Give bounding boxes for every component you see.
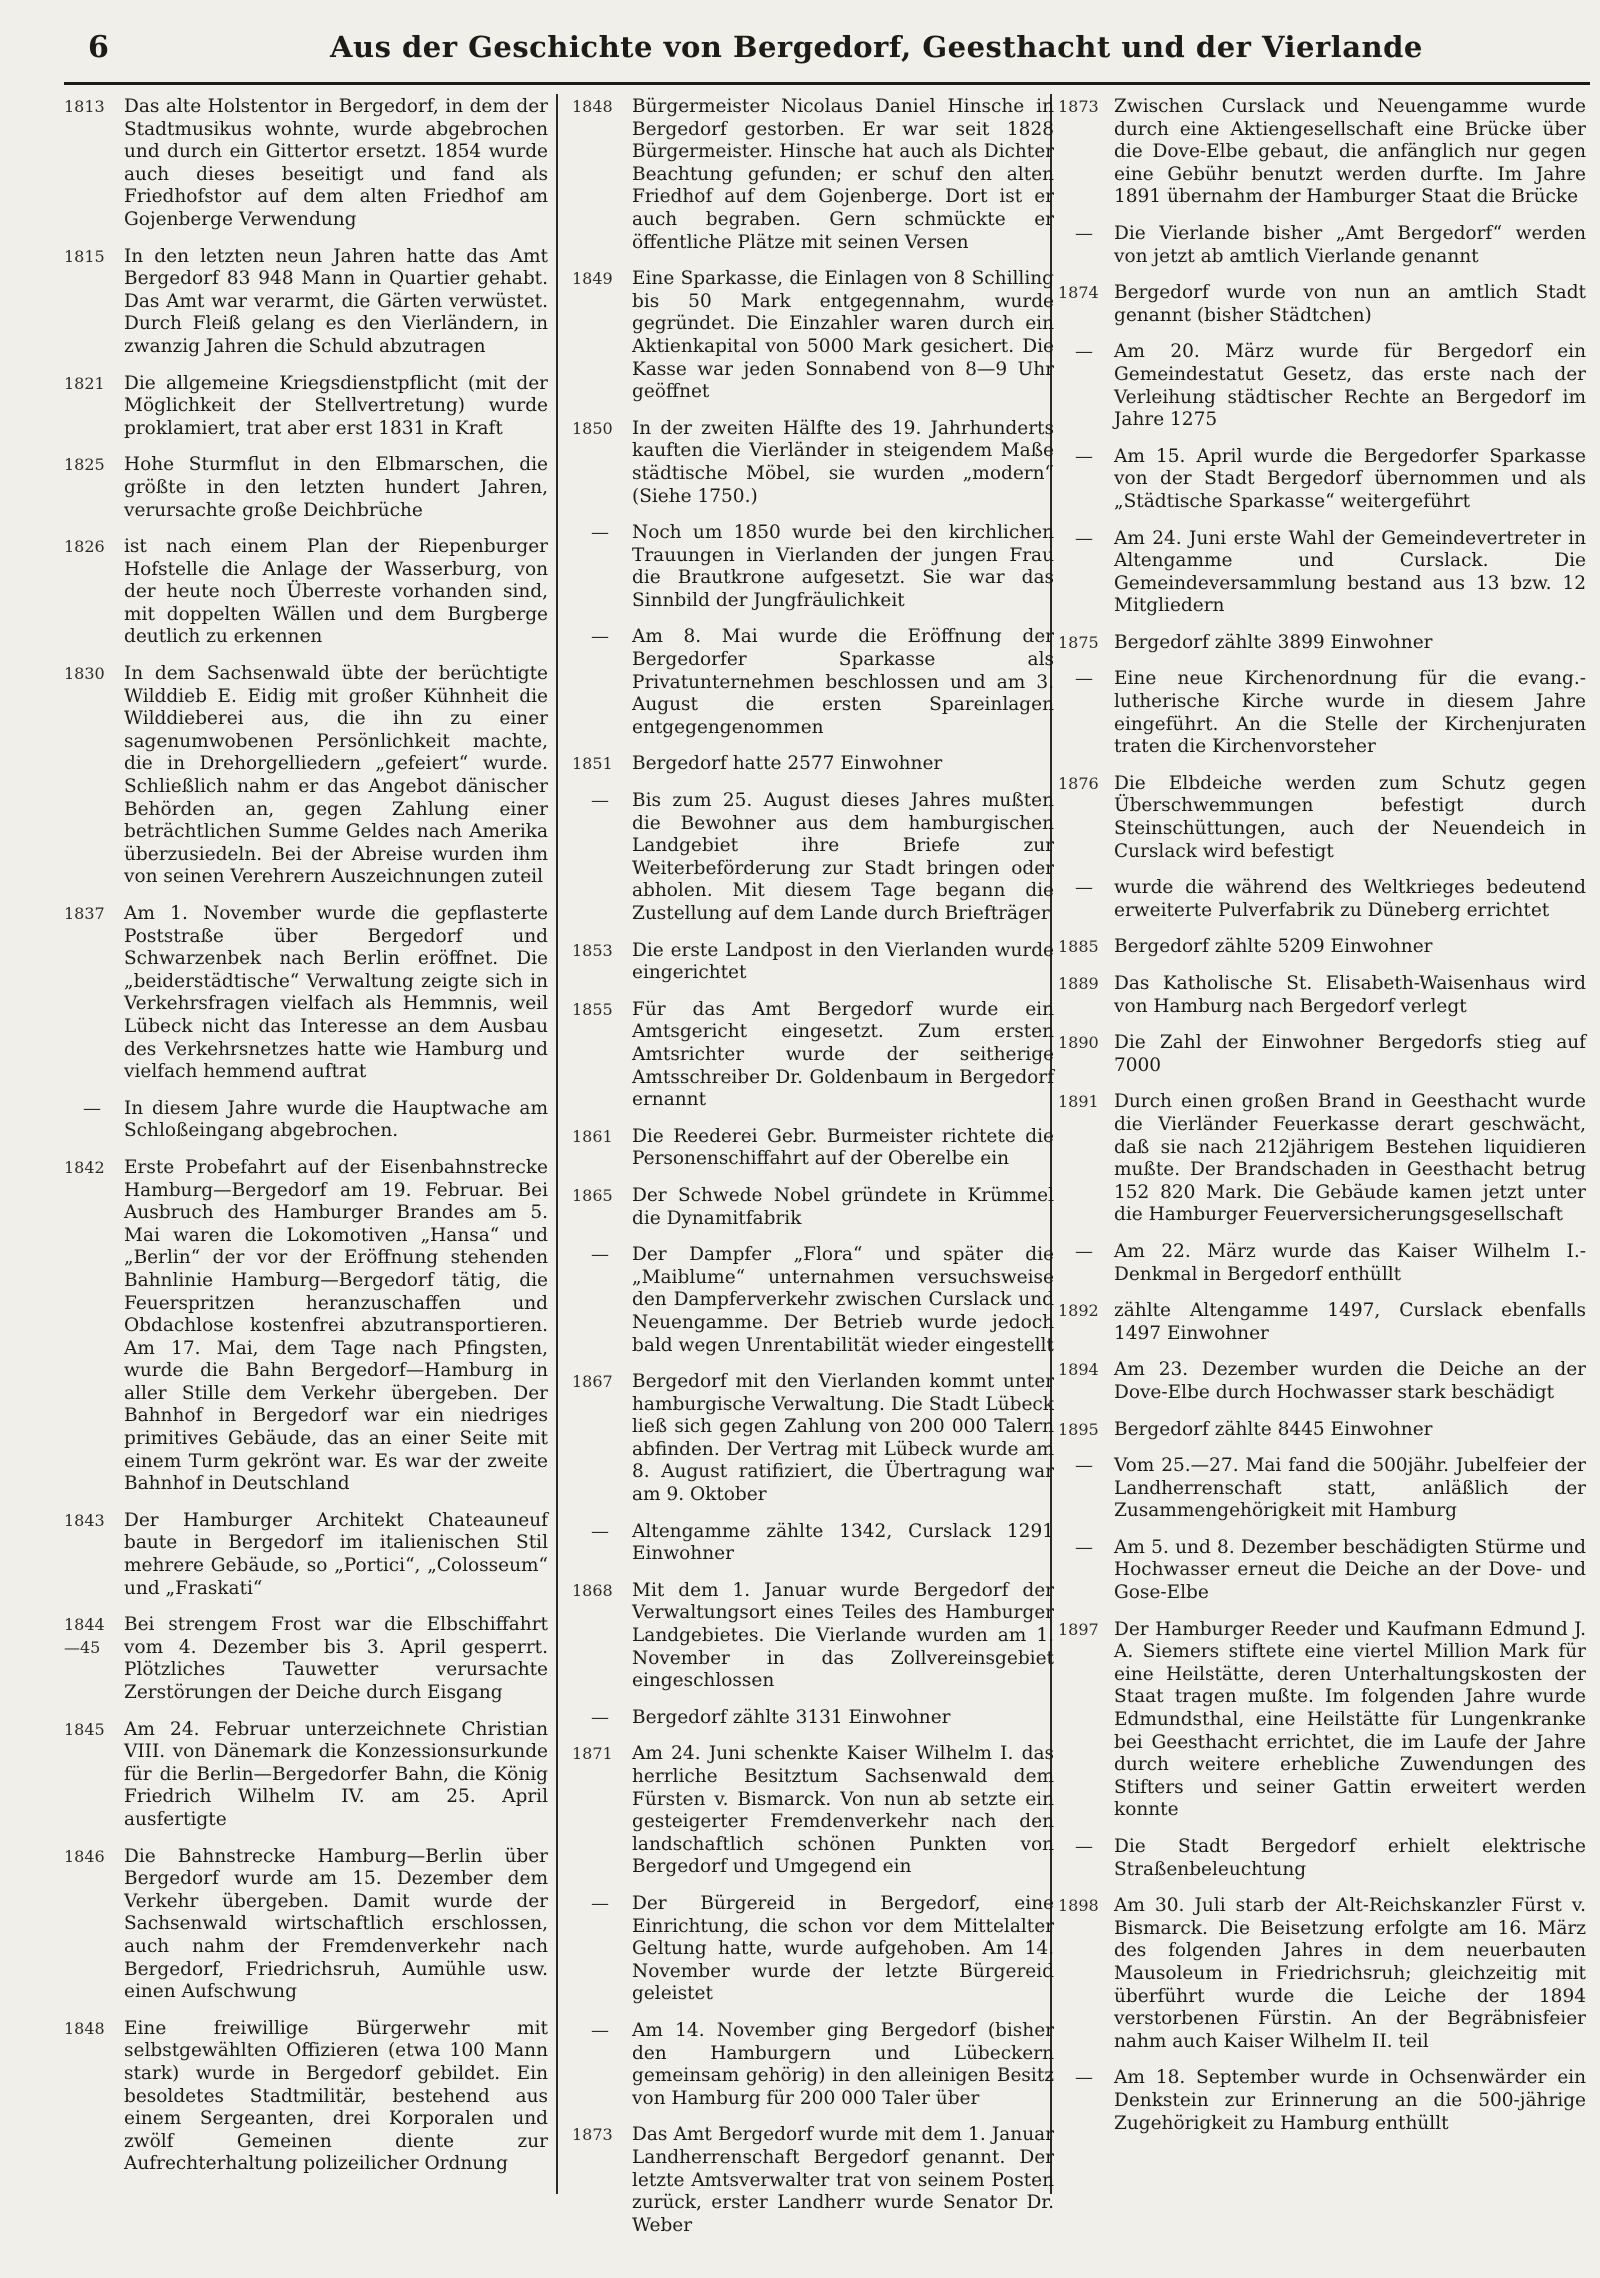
chronicle-entry [572,418,1054,508]
entry-text: Für das Amt Bergedorf wurde ein Amtsgericht eingesetzt. Zum ersten Amtsrichter wurde der seitherige Amtsschreiber Dr. Goldenbaum in Bergedorf ernannt [632,998,1054,1111]
entry-year: — [1075,668,1093,690]
entry-year: 1861 [572,1126,613,1146]
entry-text: Am 14. November ging Bergedorf (bisher den Hamburgern und Lübeckern gemeinsam gehörig) in den alleinigen Besitz von Hamburg für 200 000 Taler über [632,2019,1054,2109]
entry-year: 1875 [1058,632,1099,652]
entry-year: 1853 [572,940,613,960]
chronicle-entry [1058,528,1586,618]
chronicle-entry [572,522,1054,612]
chronicle-entry [64,96,548,232]
chronicle-entry [1058,1455,1586,1523]
entry-year: — [1075,527,1093,549]
entry-text: Die allgemeine Kriegsdienstpflicht (mit der Möglichkeit der Stellvertretung) wurde proklamiert, trat aber erst 1831 in Kraft [124,372,548,439]
entry-year: — [1075,1836,1093,1857]
entry-text: ist nach einem Plan der Riepenburger Hofstelle die Anlage der Wasserburg, von der heute noch Überreste vorhanden sind, mit doppelten Wällen und dem Burgberge deutlich zu erkennen [124,536,548,648]
chronicle-entry [572,1893,1054,2006]
entry-text: Am 30. Juli starb der Alt-Reichskanzler Fürst v. Bismarck. Die Beisetzung erfolgte am 16. März des folgenden Jahres in dem neuerbauten Mausoleum in Friedrichsruh; gleichzeitig mit überführt wurde die Leiche der 1894 verstorbenen Fürstin. An der Begräbnisfeier nahm auch Kaiser Wilhelm II. teil [1114,1895,1586,2052]
chronicle-entry [1058,341,1586,431]
entry-text: Eine freiwillige Bürgerwehr mit selbstgewählten Offizieren (etwa 100 Mann stark) wurde in Bergedorf gebildet. Ein besoldetes Stadtmilitär, bestehend aus einem Sergeanten, drei Korporalen und zwölf Gemeinen diente zur Aufrechterhaltung polizeilicher Ordnung [124,2017,548,2175]
entry-text: Am 23. Dezember wurden die Deiche an der Dove-Elbe durch Hochwasser stark beschädigt [1114,1359,1586,1403]
chronicle-entry [1058,1419,1586,1442]
entry-year: 1813 [64,97,105,116]
entry-year: — [591,1520,609,1542]
entry-year: 1815 [64,246,105,266]
entry-text: In diesem Jahre wurde die Hauptwache am Schloßeingang abgebrochen. [124,1097,548,1142]
chronicle-entry [572,1707,1054,1730]
entry-text: zählte Altengamme 1497, Curslack ebenfalls 1497 Einwohner [1114,1300,1586,1344]
entry-text: Bergedorf zählte 8445 Einwohner [1114,1418,1433,1440]
chronicle-entry [1058,773,1586,863]
entry-text: Am 24. Juni erste Wahl der Gemeindevertreter in Altengamme und Curslack. Die Gemeindeversammlung bestand aus 13 bzw. 12 Mitgliedern [1114,527,1586,617]
chronicle-entry [1058,936,1586,959]
entry-text: Die Elbdeiche werden zum Schutz gegen Überschwemmungen befestigt durch Steinschüttungen, auch der Neuendeich in Curslack wird befestigt [1114,772,1586,862]
chronicle-entry [1058,877,1586,922]
page-title: Aus der Geschichte von Bergedorf, Geesthacht und der Vierlande [330,30,1423,64]
entry-year: 1850 [572,418,613,438]
entry-year: 1855 [572,999,613,1019]
chronicle-entry [64,536,548,649]
entry-year: 1837 [64,904,105,923]
entry-text: Am 24. Juni schenkte Kaiser Wilhelm I. das herrliche Besitztum Sachsenwald dem Fürsten v. Bismarck. Von nun ab setzte ein gesteigerter Fremdenverkehr nach den landschaftlich schönen Punkten von Bergedorf und Umgegend ein [632,1743,1054,1878]
chronicle-entry [1058,668,1586,758]
entry-year: 1825 [64,455,105,475]
chronicle-entry [1058,1836,1586,1881]
entry-year: 1873 [1058,97,1099,116]
entry-text: Am 18. September wurde in Ochsenwärder ein Denkstein zur Erinnerung an die 500-jährige Zugehörigkeit zu Hamburg enthüllt [1114,2067,1586,2134]
entry-year: 1873 [572,2125,613,2145]
entry-year: — [591,1892,609,1914]
entry-text: Der Hamburger Architekt Chateauneuf baute in Bergedorf im italienischen Stil mehrere Gebäude, so „Portici“, „Colosseum“ und „Fraskati“ [124,1509,548,1599]
entry-text: Eine Sparkasse, die Einlagen von 8 Schilling bis 50 Mark entgegennahm, wurde gegründet. Die Einzahler waren durch ein Aktienkapital von 5000 Mark gesichert. Die Kasse war jeden Sonnabend von 8—9 Uhr geöffnet [632,268,1054,403]
entry-text: Das alte Holstentor in Bergedorf, in dem der Stadtmusikus wohnte, wurde abgebrochen und durch ein Gittertor ersetzt. 1854 wurde auch dieses beseitigt und fand als Friedhofstor auf dem alten Friedhof am Gojenberge Verwendung [124,96,548,230]
entry-text: Am 8. Mai wurde die Eröffnung der Bergedorfer Sparkasse als Privatunternehmen beschlossen und am 3. August die ersten Spareinlagen entgegengenommen [632,626,1054,738]
entry-text: In dem Sachsenwald übte der berüchtigte Wilddieb E. Eidig mit großer Kühnheit die Wilddieberei aus, die ihn zu einer sagenumwobenen Persönlichkeit machte, die in Drehorgelliedern „gefeiert“ wurde. Schließlich nahm er das Angebot dänischer Behörden an, gegen Zahlung einer beträchtlichen Summe Geldes nach Amerika überzusiedeln. Bei der Abreise wurden ihm von seinen Verehrern Auszeichnungen zuteil [124,663,548,888]
chronicle-entry [1058,1537,1586,1605]
entry-text: Durch einen großen Brand in Geesthacht wurde die Vierländer Feuerkasse derart geschwächt, daß sie nach 212jährigem Bestehen liquidieren mußte. Der Brandschaden in Geesthacht betrug 152 820 Mark. Die Gebäude kamen jetzt unter die Hamburger Feuerversicherungsgesellschaft [1114,1091,1586,1226]
entry-text: Am 20. März wurde für Bergedorf ein Gemeindestatut Gesetz, das erste nach der Verleihung städtischer Rechte an Bergedorf im Jahre 1275 [1114,341,1586,431]
chronicle-entry [1058,1619,1586,1822]
column-2 [572,96,1054,2251]
entry-text: Bergedorf zählte 5209 Einwohner [1114,936,1433,958]
chronicle-entry [1058,1241,1586,1286]
entry-year: 1851 [572,754,613,774]
entry-year: 1843 [64,1510,105,1530]
entry-year: — [591,626,609,648]
entry-text: Bergedorf wurde von nun an amtlich Stadt genannt (bisher Städtchen) [1114,282,1586,326]
entry-year: 1848 [572,97,613,116]
entry-text: Am 5. und 8. Dezember beschädigten Stürme und Hochwasser erneut die Deiche an der Dove- und Gose-Elbe [1114,1536,1586,1604]
entry-year: — [1075,1240,1093,1262]
entry-text: Bergedorf zählte 3899 Einwohner [1114,631,1433,653]
entry-text: Erste Probefahrt auf der Eisenbahnstrecke Hamburg—Bergedorf am 19. Februar. Bei Ausbruch des Hamburger Brandes am 5. Mai waren die Lokomotiven „Hansa“ und „Berlin“ der vor der Eröffnung stehenden Bahnlinie Hamburg—Bergedorf tätig, die Feuerspritzen heranzuschaffen und Obdachlose kostenfrei abzutransportieren. Am 17. Mai, dem Tage nach Pfingsten, wurde die Bahn Bergedorf—Hamburg in aller Stille dem Verkehr übergeben. Der Bahnhof in Bergedorf war ein niedriges primitives Gebäude, das an einer Seite mit einem Turm gekrönt war. Es war der zweite Bahnhof in Deutschland [124,1156,548,1495]
entry-year: 1868 [572,1580,613,1600]
chronicle-entry [572,790,1054,926]
entry-text: Bergedorf mit den Vierlanden kommt unter hamburgische Verwaltung. Die Stadt Lübeck ließ sich gegen Zahlung von 200 000 Talern abfinden. Der Vertrag mit Lübeck wurde am 8. August ratifiziert, die Übertragung war am 9. Oktober [632,1371,1054,1506]
header-rule [64,82,1590,85]
chronicle-entry [1058,1091,1586,1227]
entry-text: wurde die während des Weltkrieges bedeutend erweiterte Pulverfabrik zu Düneberg errichtet [1114,877,1586,921]
entry-text: Bergedorf hatte 2577 Einwohner [632,753,943,775]
chronicle-entry [572,2020,1054,2110]
chronicle-entry [572,753,1054,776]
entry-year: — [1075,1455,1093,1477]
entry-year: 1845 [64,1719,105,1739]
entry-year: — [591,790,609,812]
chronicle-entry [64,1846,548,2004]
entry-text: Der Bürgereid in Bergedorf, eine Einrichtung, die schon vor dem Mittelalter Geltung hatte, wurde aufgehoben. Am 14. November wurde der letzte Bürgereid geleistet [632,1892,1054,2005]
entry-year: — [1075,222,1093,244]
chronicle-entry [64,1614,548,1704]
entry-text: Die Reederei Gebr. Burmeister richtete die Personenschiffahrt auf der Oberelbe ein [632,1125,1054,1170]
chronicle-entry [572,940,1054,985]
entry-year: 1897 [1058,1619,1099,1639]
entry-year: 1874 [1058,283,1099,303]
entry-text: Am 22. März wurde das Kaiser Wilhelm I.-Denkmal in Bergedorf enthüllt [1114,1240,1586,1285]
chronicle-entry [64,663,548,889]
chronicle-entry [572,1185,1054,1230]
column-1 [64,96,548,2190]
chronicle-entry [64,246,548,359]
chronicle-entry [1058,1300,1586,1345]
entry-year: 1876 [1058,773,1099,793]
entry-text: Bürgermeister Nicolaus Daniel Hinsche in Bergedorf gestorben. Er war seit 1828 Bürgermeister. Hinsche hat auch als Dichter Beachtung gefunden; er schuf den alten Friedhof auf dem Gojenberge. Dort ist er auch begraben. Gern schmückte er öffentliche Plätze mit seinen Versen [632,96,1054,253]
chronicle-entry [572,1244,1054,1357]
entry-year: 1830 [64,664,105,684]
entry-year: — [1075,1536,1093,1558]
entry-year: — [83,1097,101,1119]
chronicle-entry [64,373,548,441]
chronicle-entry [572,1521,1054,1566]
chronicle-entry [1058,1895,1586,2053]
entry-year: 1821 [64,373,105,393]
entry-text: Bei strengem Frost war die Elbschiffahrt vom 4. Dezember bis 3. April gesperrt. Plötzliches Tauwetter verursachte Zerstörungen der Deiche durch Eisgang [124,1614,548,1703]
chronicle-entry [1058,2067,1586,2135]
entry-year: 1846 [64,1846,105,1866]
chronicle-entry [64,1098,548,1143]
page-number: 6 [88,30,109,65]
entry-year: 1826 [64,537,105,557]
entry-year: 1890 [1058,1033,1099,1053]
entry-year: 1891 [1058,1092,1099,1112]
chronicle-entry [572,1580,1054,1693]
chronicle-entry [1058,1032,1586,1077]
chronicle-entry [572,1743,1054,1879]
entry-year: 1871 [572,1744,613,1764]
entry-text: Die Stadt Bergedorf erhielt elektrische Straßenbeleuchtung [1114,1836,1586,1880]
chronicle-entry [64,903,548,1084]
entry-text: Noch um 1850 wurde bei den kirchlichen Trauungen in Vierlanden der jungen Frau die Brautkrone aufgesetzt. Sie war das Sinnbild der Jungfräulichkeit [632,522,1054,611]
entry-year: — [1075,2067,1093,2089]
entry-text: Bergedorf zählte 3131 Einwohner [632,1706,951,1728]
entry-year: 1867 [572,1372,613,1392]
chronicle-entry [572,626,1054,739]
entry-text: In den letzten neun Jahren hatte das Amt Bergedorf 83 948 Mann in Quartier gehabt. Das Amt war verarmt, die Gärten verwüstet. Durch Fleiß gelang es den Vierländern, in zwanzig Jahren die Schuld abzutragen [124,245,548,357]
entry-year: — [591,522,609,544]
entry-year: 1889 [1058,974,1099,993]
entry-text: Das Amt Bergedorf wurde mit dem 1. Januar Landherrenschaft Bergedorf genannt. Der letzte Amtsverwalter trat von seinem Posten zurück, erster Landherr wurde Senator Dr. Weber [632,2124,1054,2236]
chronicle-entry [1058,446,1586,514]
entry-year: — [1075,341,1093,363]
entry-text: Am 1. November wurde die gepflasterte Poststraße über Bergedorf und Schwarzenbek nach Berlin eröffnet. Die „beiderstädtische“ Verwaltung zeigte sich in Verkehrsfragen vielfach als Hemmnis, weil Lübeck nicht das Interesse an dem Ausbau des Verkehrsnetzes hatte wie Hamburg und vielfach hemmend auftrat [124,903,548,1083]
entry-text: Der Schwede Nobel gründete in Krümmel die Dynamitfabrik [632,1184,1054,1229]
entry-text: Das Katholische St. Elisabeth-Waisenhaus wird von Hamburg nach Bergedorf verlegt [1114,973,1586,1017]
entry-year: — [591,1244,609,1266]
entry-year: — [1075,445,1093,467]
chronicle-entry [1058,96,1586,209]
chronicle-entry [64,2018,548,2176]
column-divider [556,94,558,2194]
entry-year: — [591,2019,609,2041]
entry-text: In der zweiten Hälfte des 19. Jahrhunderts kauften die Vierländer in steigendem Maße städtische Möbel, sie wurden „modern“ (Siehe 1750.) [632,417,1054,507]
chronicle-entry [572,96,1054,254]
chronicle-entry [1058,223,1586,268]
entry-text: Hohe Sturmflut in den Elbmarschen, die größte in den letzten hundert Jahren, verursachte große Deichbrüche [124,454,548,521]
entry-year: 1865 [572,1185,613,1205]
chronicle-entry [572,1371,1054,1507]
chronicle-entry [1058,973,1586,1018]
entry-year: 1898 [1058,1896,1099,1916]
chronicle-entry [64,1719,548,1832]
entry-text: Eine neue Kirchenordnung für die evang.-lutherische Kirche wurde in diesem Jahre eingeführt. An die Stelle der Kirchenjuraten traten die Kirchenvorsteher [1114,668,1586,758]
chronicle-entry [64,1510,548,1600]
entry-text: Mit dem 1. Januar wurde Bergedorf der Verwaltungsort eines Teiles des Hamburger Landgebietes. Die Vierlande wurden am 1. November in das Zollvereinsgebiet eingeschlossen [632,1579,1054,1692]
chronicle-entry [572,268,1054,404]
entry-text: Die Vierlande bisher „Amt Bergedorf“ werden von jetzt ab amtlich Vierlande genannt [1114,222,1586,267]
entry-text: Altengamme zählte 1342, Curslack 1291 Einwohner [632,1520,1054,1565]
entry-text: Die Bahnstrecke Hamburg—Berlin über Bergedorf wurde am 15. Dezember dem Verkehr übergeben. Damit wurde der Sachsenwald wirtschaftlich erschlossen, auch nahm der Fremdenverkehr nach Bergedorf, Friedrichsruh, Aumühle usw. einen Aufschwung [124,1845,548,2003]
entry-year: 1885 [1058,937,1099,957]
entry-text: Zwischen Curslack und Neuengamme wurde durch eine Aktiengesellschaft eine Brücke über die Dove-Elbe gebaut, die anfänglich nur gegen eine Gebühr benutzt werden durfte. Im Jahre 1891 übernahm der Hamburger Staat die Brücke [1114,96,1586,208]
chronicle-entry [572,2124,1054,2237]
chronicle-entry [572,999,1054,1112]
entry-text: Der Hamburger Reeder und Kaufmann Edmund J. A. Siemers stiftete eine viertel Million Mark für eine Heilstätte, deren Unterhaltungskosten der Staat tragen mußte. Im folgenden Jahre wurde Edmundsthal, eine Heilstätte für Lungenkranke bei Geesthacht errichtet, die im Laufe der Jahre durch weitere erhebliche Zuwendungen des Stifters und seiner Gattin erweitert werden konnte [1114,1618,1586,1821]
chronicle-entry [572,1126,1054,1171]
entry-year: — [591,1706,609,1728]
entry-year: 1895 [1058,1419,1099,1439]
chronicle-entry [1058,1359,1586,1404]
chronicle-entry [1058,632,1586,655]
chronicle-entry [1058,282,1586,327]
entry-text: Bis zum 25. August dieses Jahres mußten die Bewohner aus dem hamburgischen Landgebiet ihre Briefe zur Weiterbeförderung zur Stadt bringen oder abholen. Mit diesem Tage begann die Zustellung auf dem Lande durch Briefträger [632,790,1054,924]
entry-text: Die erste Landpost in den Vierlanden wurde eingerichtet [632,939,1054,984]
entry-year: — [1075,877,1093,899]
entry-year: 1894 [1058,1360,1099,1380]
chronicle-entry [64,454,548,522]
entry-year: 1842 [64,1157,105,1177]
chronicle-entry [64,1157,548,1496]
entry-year: 1844—45 [64,1615,105,1657]
entry-year: 1848 [64,2018,105,2038]
entry-year: 1849 [572,269,613,289]
entry-text: Die Zahl der Einwohner Bergedorfs stieg auf 7000 [1114,1032,1586,1076]
entry-text: Vom 25.—27. Mai fand die 500jähr. Jubelfeier der Landherrenschaft statt, anläßlich der Zusammengehörigkeit mit Hamburg [1114,1455,1586,1522]
entry-text: Am 15. April wurde die Bergedorfer Sparkasse von der Stadt Bergedorf übernommen und als „Städtische Sparkasse“ weitergeführt [1114,445,1586,512]
entry-text: Der Dampfer „Flora“ und später die „Maiblume“ unternahmen versuchsweise den Dampferverkehr zwischen Curslack und Neuengamme. Der Betrieb wurde jedoch bald wegen Unrentabilität wieder eingestellt [632,1244,1054,1356]
entry-text: Am 24. Februar unterzeichnete Christian VIII. von Dänemark die Konzessionsurkunde für die Berlin—Bergedorfer Bahn, die König Friedrich Wilhelm IV. am 25. April ausfertigte [124,1718,548,1830]
column-3 [1058,96,1586,2149]
entry-year: 1892 [1058,1301,1099,1321]
